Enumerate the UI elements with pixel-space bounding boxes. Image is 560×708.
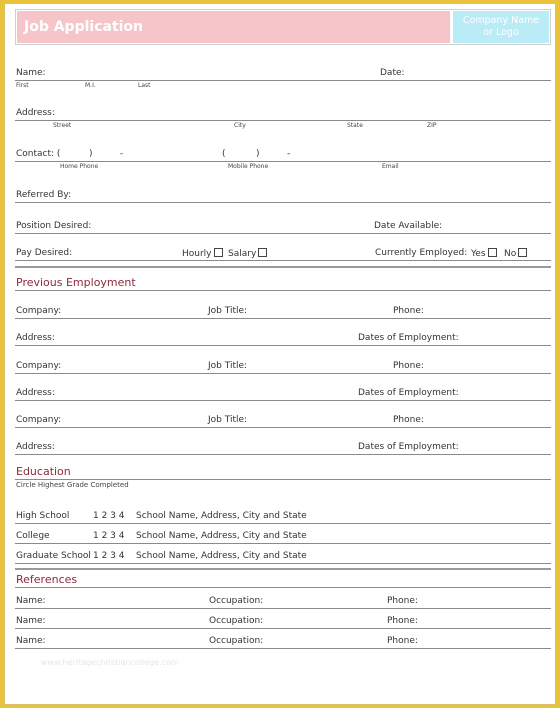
education-level-1: High School [16, 511, 70, 521]
currently-employed-label: Currently Employed: [375, 248, 468, 258]
hourly-label: Hourly [182, 249, 212, 259]
references-heading: References [16, 573, 78, 586]
logo-line-1: Company Name [462, 15, 540, 26]
company-label-1: Company: [16, 306, 62, 316]
company-logo-placeholder [453, 11, 549, 43]
no-checkbox[interactable] [518, 248, 527, 257]
section-underline [15, 587, 551, 588]
reference-occupation-label-1: Occupation: [209, 596, 264, 606]
education-grades-2[interactable]: 1 2 3 4 [93, 531, 125, 541]
mobile-paren-close: ) [256, 149, 260, 159]
home-paren-close: ) [89, 149, 93, 159]
referred-by-label: Referred By: [16, 190, 72, 200]
yes-checkbox[interactable] [488, 248, 497, 257]
position-desired-label: Position Desired: [16, 221, 92, 231]
salary-label: Salary [228, 249, 257, 259]
yes-option[interactable] [471, 248, 497, 259]
dates-label-3: Dates of Employment: [358, 442, 459, 452]
phone-label-3: Phone: [393, 415, 424, 425]
first-sublabel: First [16, 82, 29, 89]
section-underline [15, 479, 551, 480]
form-title: Job Application [17, 11, 450, 43]
date-available-label: Date Available: [374, 221, 443, 231]
reference-phone-label-1: Phone: [387, 596, 418, 606]
company-label-2: Company: [16, 361, 62, 371]
company-field-1[interactable] [15, 318, 551, 319]
education-grades-3[interactable]: 1 2 3 4 [93, 551, 125, 561]
education-level-3: Graduate School [16, 551, 91, 561]
mobile-dash: - [287, 149, 291, 159]
yes-label: Yes [471, 249, 486, 259]
hourly-option[interactable] [182, 248, 223, 259]
section-divider [15, 266, 551, 268]
name-field[interactable] [15, 80, 551, 81]
home-dash: - [120, 149, 124, 159]
education-heading: Education [16, 465, 71, 478]
reference-name-label-3: Name: [16, 636, 46, 646]
hourly-checkbox[interactable] [214, 248, 223, 257]
street-sublabel: Street [53, 122, 72, 129]
last-sublabel: Last [138, 82, 151, 89]
reference-field-2[interactable] [15, 628, 551, 629]
reference-occupation-label-2: Occupation: [209, 616, 264, 626]
dates-label-1: Dates of Employment: [358, 333, 459, 343]
form-header [15, 9, 551, 45]
no-option[interactable] [504, 248, 527, 259]
home-phone-sublabel: Home Phone [60, 163, 99, 170]
education-field-1[interactable] [15, 523, 551, 524]
job-title-label-1: Job Title: [208, 306, 248, 316]
address-label-2: Address: [16, 388, 55, 398]
reference-field-3[interactable] [15, 648, 551, 649]
section-underline [15, 290, 551, 291]
company-field-3[interactable] [15, 427, 551, 428]
phone-label-1: Phone: [393, 306, 424, 316]
reference-phone-label-2: Phone: [387, 616, 418, 626]
reference-name-label-2: Name: [16, 616, 46, 626]
address-field-2[interactable] [15, 400, 551, 401]
watermark: www.heritagechristiancollege.com [41, 658, 179, 667]
logo-line-2: or Logo [483, 27, 519, 38]
pay-desired-label: Pay Desired: [16, 248, 73, 258]
application-form [4, 3, 556, 705]
address-label-1: Address: [16, 333, 55, 343]
reference-phone-label-3: Phone: [387, 636, 418, 646]
job-title-label-2: Job Title: [208, 361, 248, 371]
phone-label-2: Phone: [393, 361, 424, 371]
education-grades-1[interactable]: 1 2 3 4 [93, 511, 125, 521]
email-sublabel: Email [382, 163, 399, 170]
company-field-2[interactable] [15, 373, 551, 374]
name-label: Name: [16, 68, 46, 78]
previous-employment-heading: Previous Employment [16, 276, 136, 289]
address-label: Address: [16, 108, 55, 118]
mi-sublabel: M.I. [85, 82, 96, 89]
reference-occupation-label-3: Occupation: [209, 636, 264, 646]
zip-sublabel: ZIP [427, 122, 437, 129]
education-school-1: School Name, Address, City and State [136, 511, 307, 521]
pay-field[interactable] [15, 260, 551, 261]
referred-by-field[interactable] [15, 202, 551, 203]
contact-label: Contact: ( [16, 149, 61, 159]
date-label: Date: [380, 68, 405, 78]
contact-field[interactable] [15, 161, 551, 162]
company-label-3: Company: [16, 415, 62, 425]
education-field-3[interactable] [15, 563, 551, 564]
mobile-phone-sublabel: Mobile Phone [228, 163, 269, 170]
education-school-3: School Name, Address, City and State [136, 551, 307, 561]
address-field-3[interactable] [15, 454, 551, 455]
education-field-2[interactable] [15, 543, 551, 544]
salary-checkbox[interactable] [258, 248, 267, 257]
salary-option[interactable] [228, 248, 267, 259]
job-title-label-3: Job Title: [208, 415, 248, 425]
no-label: No [504, 249, 517, 259]
address-field[interactable] [15, 120, 551, 121]
mobile-paren-open: ( [222, 149, 226, 159]
section-divider [15, 568, 551, 570]
dates-label-2: Dates of Employment: [358, 388, 459, 398]
city-sublabel: City [234, 122, 246, 129]
education-school-2: School Name, Address, City and State [136, 531, 307, 541]
education-note: Circle Highest Grade Completed [16, 481, 129, 489]
reference-name-label-1: Name: [16, 596, 46, 606]
reference-field-1[interactable] [15, 608, 551, 609]
address-label-3: Address: [16, 442, 55, 452]
state-sublabel: State [347, 122, 363, 129]
position-field[interactable] [15, 233, 551, 234]
education-level-2: College [16, 531, 50, 541]
address-field-1[interactable] [15, 345, 551, 346]
